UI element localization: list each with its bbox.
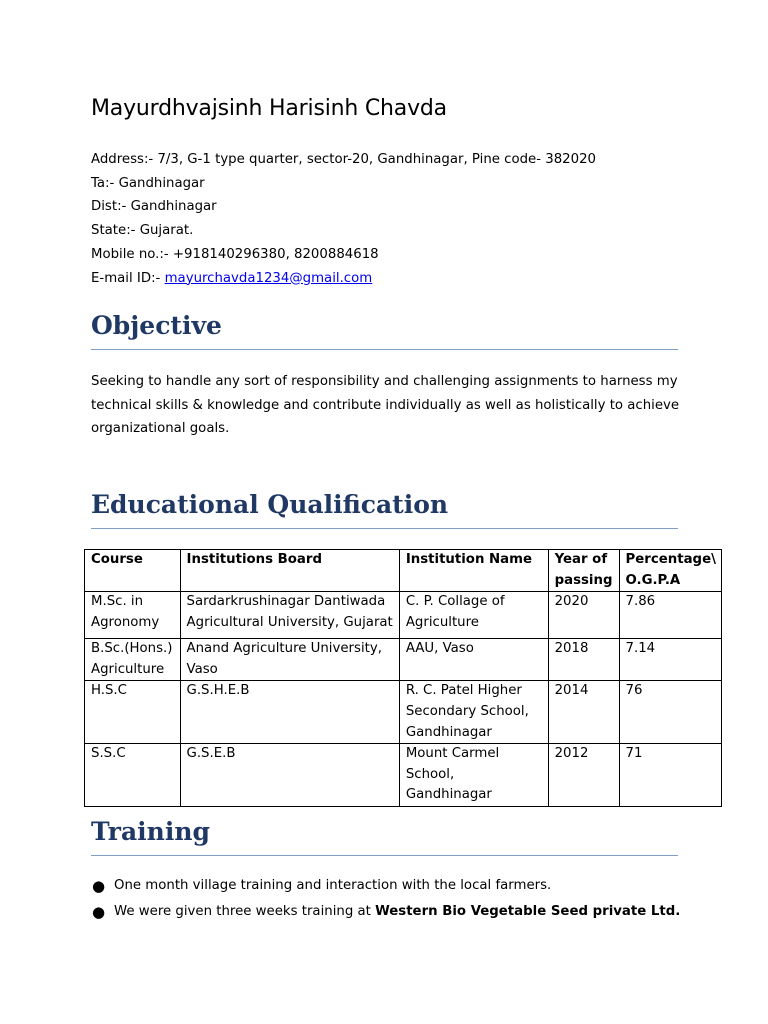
cell-percentage: 76 <box>619 681 721 744</box>
education-heading: Educational Qualification <box>91 490 449 519</box>
cell-year: 2020 <box>548 592 619 639</box>
cell-board: G.S.E.B <box>180 744 399 807</box>
cell-course: H.S.C <box>85 681 181 744</box>
bullet-icon: ● <box>92 877 106 895</box>
cell-board: G.S.H.E.B <box>180 681 399 744</box>
training-heading: Training <box>91 817 210 846</box>
header-institution: Institution Name <box>399 550 548 592</box>
cell-percentage: 71 <box>619 744 721 807</box>
cell-institution: AAU, Vaso <box>399 639 548 681</box>
table-row <box>85 639 722 681</box>
list-item <box>91 902 680 928</box>
cell-institution: R. C. Patel Higher Secondary School, Gandhinagar <box>399 681 548 744</box>
state-line: State:- Gujarat. <box>91 223 194 239</box>
objective-rule <box>91 349 678 350</box>
training-item-text: One month village training and interaction with the local farmers. <box>114 878 552 893</box>
training-list <box>91 876 680 928</box>
mobile-line: Mobile no.:- +918140296380, 8200884618 <box>91 246 379 262</box>
cell-institution: Mount Carmel School, Gandhinagar <box>399 744 548 807</box>
cell-board: Sardarkrushinagar Dantiwada Agricultural University, Gujarat <box>180 592 399 639</box>
address-line: Address:- 7/3, G-1 type quarter, sector-20, Gandhinagar, Pine code- 382020 <box>91 152 597 167</box>
training-item-text: We were given three weeks training at <box>114 904 376 919</box>
objective-text: Seeking to handle any sort of responsibility and challenging assignments to harness my technical skills & knowledge and contribute individually as well as holistically to achieve organizational goals. <box>91 374 680 436</box>
cell-percentage: 7.14 <box>619 639 721 681</box>
training-item-company: Western Bio Vegetable Seed private Ltd. <box>375 904 681 919</box>
header-board: Institutions Board <box>180 550 399 592</box>
training-rule <box>91 855 678 856</box>
header-course: Course <box>85 550 181 592</box>
table-row <box>85 744 722 807</box>
cell-course: M.Sc. in Agronomy <box>85 592 181 639</box>
education-table <box>84 549 722 807</box>
email-link[interactable]: mayurchavda1234@gmail.com <box>164 270 373 286</box>
email-line <box>91 267 596 291</box>
education-rule <box>91 528 678 529</box>
table-header-row <box>85 550 722 592</box>
cell-course: B.Sc.(Hons.) Agriculture <box>85 639 181 681</box>
header-year: Year of passing <box>548 550 619 592</box>
cell-year: 2018 <box>548 639 619 681</box>
cell-year: 2012 <box>548 744 619 807</box>
contact-block <box>91 148 596 290</box>
email-label: E-mail ID:- <box>91 270 165 286</box>
table-row <box>85 592 722 639</box>
cell-percentage: 7.86 <box>619 592 721 639</box>
cell-institution: C. P. Collage of Agriculture <box>399 592 548 639</box>
taluka-line: Ta:- Gandhinagar <box>91 175 205 191</box>
cell-year: 2014 <box>548 681 619 744</box>
bullet-icon: ● <box>92 903 106 921</box>
cell-course: S.S.C <box>85 744 181 807</box>
table-row <box>85 681 722 744</box>
district-line: Dist:- Gandhinagar <box>91 199 217 215</box>
header-percentage: Percentage\ O.G.P.A <box>619 550 721 592</box>
candidate-name: Mayurdhvajsinh Harisinh Chavda <box>91 96 447 121</box>
list-item <box>91 876 680 902</box>
cell-board: Anand Agriculture University, Vaso <box>180 639 399 681</box>
objective-heading: Objective <box>91 311 222 340</box>
